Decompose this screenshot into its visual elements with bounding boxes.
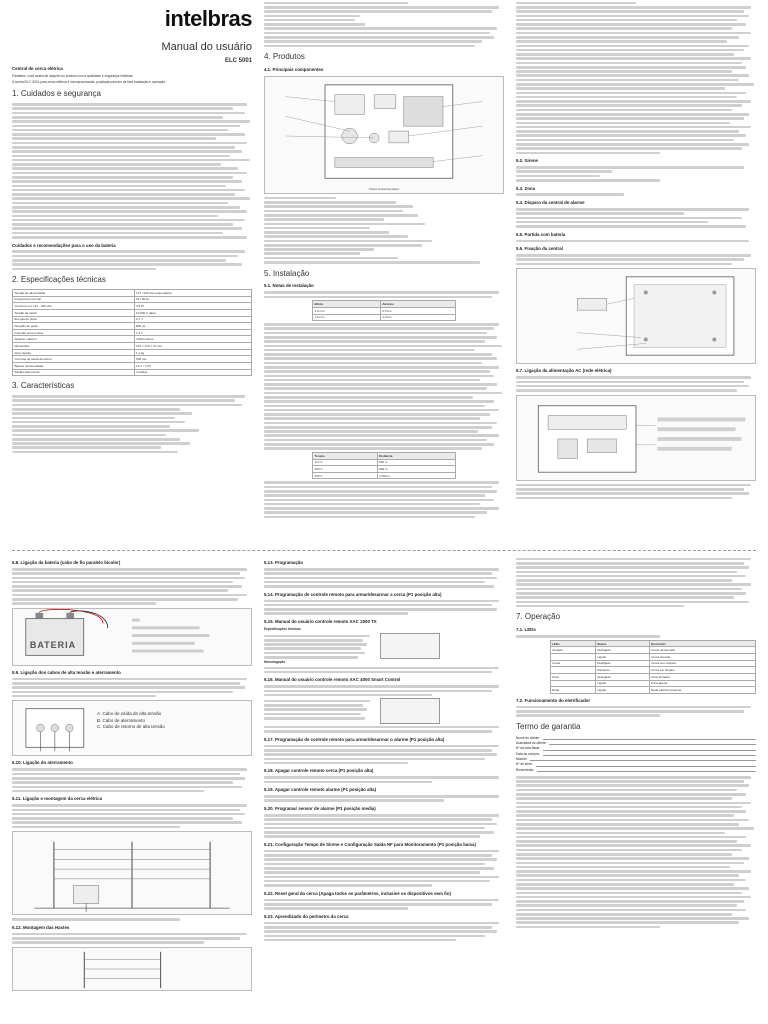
table-cell: Bateria recomendada [13, 363, 135, 370]
table-header-cell: Tensão [313, 452, 378, 459]
table-cell: 230 V [313, 472, 378, 479]
column-3-top [516, 0, 756, 545]
table-row [13, 296, 252, 303]
section-montagem-cerca: 5.11. Ligação e montagem da cerca elétrica [12, 796, 103, 802]
table-header-row [550, 640, 755, 647]
text-block [516, 706, 756, 717]
warranty-field-line [543, 746, 756, 750]
intro-text: Parabéns, você acaba de adquirir um produto com a qualidade e segurança Intelbras. [12, 73, 134, 78]
section-notas: 5.1. Notas de instalação [264, 283, 314, 289]
section-apagar-alarme: 5.19. Apagar controle remoto alarme (P1 posição alta) [264, 787, 377, 793]
warranty-field-line [543, 736, 756, 740]
table-cell: Desligado [595, 660, 649, 667]
section-aterramento: 5.10. Ligação do aterramento [12, 760, 73, 766]
spec-lines [264, 698, 374, 724]
table-cell: Tensão de alimentação [13, 289, 135, 296]
section-cuidados: 1. Cuidados e segurança [12, 89, 101, 99]
table-cell: 127 / 220 Vac (automático) [134, 289, 251, 296]
warranty-field [516, 768, 756, 772]
warranty-text [516, 776, 756, 928]
warranty-field-label: Modelo: [516, 756, 528, 761]
text-block [264, 291, 504, 298]
fold-line [12, 550, 756, 551]
text-block [12, 918, 252, 921]
voltage-table [312, 452, 456, 480]
table-row [13, 303, 252, 310]
hv-captions [97, 711, 247, 729]
table-cell: 12 V / 7 Ah [134, 363, 251, 370]
table-header-cell: Distância [377, 452, 455, 459]
led-table [550, 640, 756, 694]
text-block [264, 481, 504, 518]
text-block [264, 776, 504, 783]
table-cell: Consumo em 127 - 220 Vac [13, 303, 135, 310]
warranty-field [516, 741, 756, 745]
warranty-field [516, 752, 756, 756]
table-cell [550, 653, 595, 660]
intro-text-2: A central ELC 5001 para cerca elétrica é microprocessada, projetada para ser de fácil instalação e operação. [12, 79, 166, 84]
section-partida-bateria: 5.5. Partida com bateria [516, 231, 566, 237]
section-reset-geral: 5.22. Reset geral da cerca (Apaga todos os parâmetros, inclusive os dispositivos sem fio) [264, 890, 451, 896]
text-block [12, 568, 252, 605]
table-cell: Duração do pulso [13, 323, 135, 330]
section-leds: 7.1. LEDs [516, 627, 536, 633]
table-cell: 1,0 mm [313, 307, 381, 314]
table-cell: Ligado [595, 653, 649, 660]
table-cell: 0,5 km [380, 307, 455, 314]
remote-spec-block [264, 633, 504, 660]
table-cell: Cerca em disparo [649, 667, 755, 674]
model-name: ELC 5001 [224, 57, 252, 64]
column-3-bottom [516, 556, 756, 1018]
table-row [313, 466, 456, 473]
warranty-field-label: Nº da nota fiscal: [516, 746, 541, 751]
table-cell: Ligado [595, 687, 649, 694]
table-cell: Energia do pulso [13, 316, 135, 323]
table-row [13, 289, 252, 296]
battery-label: BATERIA [29, 639, 77, 650]
table-row [313, 459, 456, 466]
table-cell: 800 m [377, 466, 455, 473]
anatel-seal [380, 698, 440, 724]
battery-care-heading: Cuidados e recomendações para o uso da bateria [12, 242, 116, 248]
spec-table [12, 289, 252, 376]
wire-table [312, 300, 456, 321]
column-2-top [264, 0, 504, 545]
section-disparo: 5.4. Disparo da central de alarme [516, 200, 585, 206]
section-hastes: 5.12. Montagem das Hastes [12, 924, 70, 930]
section-ligacao-bateria: 5.8. Ligação da bateria (cabo de fio paralelo bicolor) [12, 560, 121, 565]
table-cell: Dimensões [13, 343, 135, 350]
table-row [13, 336, 252, 343]
table-cell: Corrente de saída da sirene [13, 356, 135, 363]
section-programacao: 5.13. Programação [264, 560, 304, 565]
table-row [13, 349, 252, 356]
manual-title: Manual do usuário [161, 40, 252, 53]
manual-header [12, 0, 252, 71]
warranty-field-line [549, 741, 756, 745]
section-instalacao: 5. Instalação [264, 268, 310, 278]
table-cell: Intervalo entre pulsos [13, 329, 135, 336]
table-cell: Alcance máximo [13, 336, 135, 343]
table-cell: Cerca [550, 660, 595, 667]
table-header-cell: Alcance [380, 301, 455, 308]
table-row [550, 647, 755, 654]
section-garantia: Termo de garantia [516, 721, 581, 731]
text-block [516, 2, 756, 154]
table-cell: Desligado [595, 673, 649, 680]
table-cell: Rede [550, 687, 595, 694]
column-2-bottom [264, 556, 504, 1018]
table-row [550, 687, 755, 694]
ac-wiring-figure [516, 395, 756, 481]
section-caracteristicas: 3. Características [12, 381, 75, 391]
table-cell: 270 × 170 × 70 mm [134, 343, 251, 350]
text-block [516, 208, 756, 228]
text-block [264, 600, 504, 615]
hv-caption-c: C. Cabo de retorno de alta tensão [97, 723, 165, 729]
table-cell: 10.000 V (alta) [134, 309, 251, 316]
column-1-top [12, 0, 252, 545]
warranty-field-line [536, 762, 756, 766]
warranty-field-label: Revendedor: [516, 767, 535, 772]
text-block [516, 193, 756, 196]
text-block [264, 745, 504, 765]
text-block [264, 899, 504, 910]
text-block [12, 933, 252, 944]
table-header-cell: Descrição [649, 640, 755, 647]
section-tempo-sirene: 5.21. Configuração Tempo de Sirene e Configuração Saída NF para Monitoramento (P1 posição baixa) [264, 841, 476, 847]
section-specs: 2. Especificações técnicas [12, 275, 106, 285]
rods-drawing [13, 948, 251, 990]
text-block [516, 240, 756, 243]
board-figure [264, 76, 504, 194]
table-row [550, 667, 755, 674]
table-row [13, 343, 252, 350]
section-alta-tensao: 5.9. Ligação dos cabos de alta tensão e aterramento [12, 669, 121, 675]
table-cell: 50 / 60 Hz [134, 296, 251, 303]
section-eletrificador: 7.2. Funcionamento do eletrificador [516, 697, 591, 703]
section-operacao: 7. Operação [516, 612, 561, 622]
table-row [550, 660, 755, 667]
rods-figure [12, 947, 252, 991]
table-row [550, 653, 755, 660]
table-cell: 1.000 m [377, 472, 455, 479]
column-1-bottom [12, 556, 252, 1018]
table-cell: 1,5 mm [313, 314, 381, 321]
text-block [12, 768, 252, 792]
text-block [12, 250, 252, 270]
circuit-board-drawing [265, 77, 503, 193]
table-header-row [313, 452, 456, 459]
table-row [313, 314, 456, 321]
table-cell: Ligado [595, 680, 649, 687]
remote-spec-heading: Especificações técnicas [264, 626, 301, 631]
text-block [264, 814, 504, 838]
section-sirene: 5.2. Sirene [516, 158, 538, 164]
warranty-form [516, 736, 756, 772]
text-block [516, 376, 756, 391]
table-row [550, 673, 755, 680]
fence-drawing [13, 832, 251, 914]
board-caption: Placa central da placa [369, 186, 399, 191]
table-cell: 1,3 s [134, 329, 251, 336]
mounting-drawing [517, 269, 755, 363]
table-cell: 800 µs [134, 323, 251, 330]
text-block [12, 804, 252, 828]
table-cell: 127 V [313, 459, 378, 466]
table-cell: Peso líquido [13, 349, 135, 356]
table-cell: Frequência nominal [13, 296, 135, 303]
table-cell: Tensão de saída [13, 309, 135, 316]
table-cell: 1,0 km [380, 314, 455, 321]
section-sensor-alarme: 5.20. Programar sensor de alarme (P1 posição media) [264, 806, 376, 811]
warranty-field [516, 757, 756, 761]
text-block [12, 395, 252, 453]
text-block [264, 795, 504, 802]
table-row [13, 323, 252, 330]
table-row [313, 307, 456, 314]
text-block [12, 678, 252, 698]
section-xac2000: 5.15. Manual do usuário controle remoto XAC 2000 TX [264, 619, 377, 625]
table-cell [550, 680, 595, 687]
hv-caption-b: B. Cabo de aterramento [97, 717, 146, 723]
table-cell: 3,5 W [134, 303, 251, 310]
section-fixacao: 5.6. Fixação da central [516, 246, 563, 252]
section-aprendizado: 5.23. Aprendizado do perímetro da cerca [264, 913, 349, 919]
text-block [516, 166, 756, 181]
warranty-field-line [530, 757, 756, 761]
table-row [13, 329, 252, 336]
table-cell: Cerca armada [649, 653, 755, 660]
table-cell: Zona aberta [649, 680, 755, 687]
warranty-field-label: Assinatura do cliente: [516, 741, 547, 746]
table-cell: Armado [550, 647, 595, 654]
table-row [13, 309, 252, 316]
intro-heading: Central de cerca elétrica [12, 66, 63, 71]
table-row [13, 316, 252, 323]
section-alimentacao-ac: 5.7. Ligação da alimentação AC (rede elétrica) [516, 368, 612, 374]
ac-wiring-drawing [517, 396, 755, 480]
text-block [264, 726, 504, 733]
text-block [516, 558, 756, 608]
table-cell: Desligado [595, 647, 649, 654]
anatel-seal [380, 633, 440, 659]
remote-spec-block-2 [264, 698, 504, 724]
table-cell: 220 V [313, 466, 378, 473]
text-block [516, 484, 756, 499]
spec-lines [264, 633, 374, 660]
table-cell: Zona fechada [649, 673, 755, 680]
table-cell: Cerca sem disparo [649, 660, 755, 667]
warranty-field-label: Nº de série: [516, 762, 533, 767]
fence-figure [12, 831, 252, 915]
table-row [313, 472, 456, 479]
table-header-cell: LEDs [550, 640, 595, 647]
text-block [264, 922, 504, 942]
battery-drawing [13, 609, 251, 665]
table-row [13, 369, 252, 376]
text-block [264, 568, 504, 588]
table-header-row [313, 301, 456, 308]
text-block [264, 197, 504, 264]
warranty-field-label: Data da compra: [516, 751, 540, 756]
table-cell: 0,7 J [134, 316, 251, 323]
section-xac4000: 5.16. Manual do usuário controle remoto XAC 4000 Smart Control [264, 677, 401, 683]
mounting-figure [516, 268, 756, 364]
warranty-field [516, 746, 756, 750]
warranty-field [516, 736, 756, 740]
warranty-field [516, 762, 756, 766]
table-cell: Zona [550, 673, 595, 680]
section-prog-remoto-alarme: 5.17. Programação de controle remoto para armar/desarmar o alarme (P1 posição alta) [264, 736, 445, 742]
section-prog-remoto-cerca: 5.14. Programação de controle remoto para armar/desarmar a cerca (P1 posição alta) [264, 591, 442, 597]
table-row [13, 363, 252, 370]
warranty-field-label: Nome do cliente: [516, 735, 540, 740]
battery-figure [12, 608, 252, 666]
table-cell: Piscando [595, 667, 649, 674]
table-cell: 1,1 kg [134, 349, 251, 356]
high-voltage-figure [12, 700, 252, 756]
section-zona: 5.3. Zona [516, 185, 536, 191]
text-block [264, 667, 504, 674]
warranty-field-line [543, 752, 756, 756]
table-header-cell: Status [595, 640, 649, 647]
table-cell: Cerca desarmada [649, 647, 755, 654]
hv-caption-a: A. Cabo de saída de alta tensão [97, 711, 162, 717]
table-cell: 4 saídas [134, 369, 251, 376]
table-cell: 500 m [377, 459, 455, 466]
table-row [13, 356, 252, 363]
text-block [12, 103, 252, 238]
table-cell: 4.500 metros [134, 336, 251, 343]
text-block [516, 635, 756, 638]
table-cell [550, 667, 595, 674]
homologacao-label: Homologação [264, 660, 286, 665]
table-cell: 500 mA [134, 356, 251, 363]
text-block [264, 850, 504, 887]
section-componentes: 4.1. Principais componentes [264, 66, 324, 72]
intelbras-logo: intelbras [164, 6, 252, 31]
text-block [264, 2, 504, 47]
table-header-cell: Bitola [313, 301, 381, 308]
table-cell: Saídas disponíveis [13, 369, 135, 376]
text-block [516, 254, 756, 265]
text-block [264, 323, 504, 450]
table-cell: Rede elétrica presente [649, 687, 755, 694]
warranty-field-line [537, 768, 756, 772]
section-produtos: 4. Produtos [264, 52, 305, 62]
table-row [550, 680, 755, 687]
text-block [264, 685, 504, 696]
section-apagar-cerca: 5.18. Apagar controle remoto cerca (P1 posição alta) [264, 768, 374, 774]
